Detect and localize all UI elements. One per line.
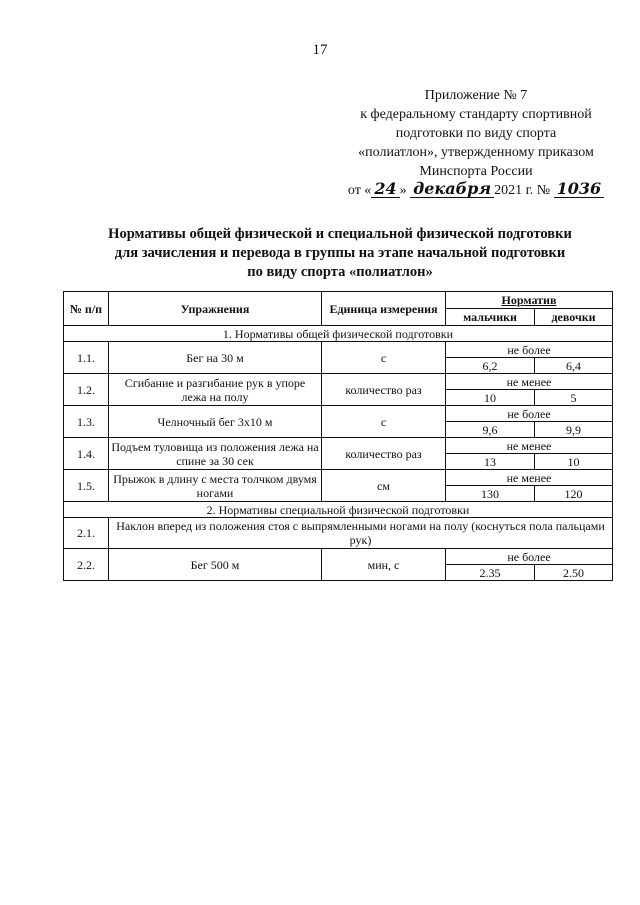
row-unit: количество раз <box>322 438 446 470</box>
table-row <box>64 438 613 454</box>
header-girls: девочки <box>535 309 613 326</box>
appendix-line-1: Приложение № 7 <box>424 88 528 103</box>
row-exercise: Челночный бег 3х10 м <box>109 406 322 438</box>
row-condition: не менее <box>446 438 613 454</box>
table-row <box>64 342 613 358</box>
row-num: 2.1. <box>64 518 109 549</box>
row-exercise: Прыжок в длину с места толчком двумя ногами <box>109 470 322 502</box>
row-unit: см <box>322 470 446 502</box>
appendix-block <box>340 86 612 200</box>
row-girls: 2.50 <box>535 565 613 581</box>
row-num: 1.2. <box>64 374 109 406</box>
appendix-line-5: Минспорта России <box>419 164 533 179</box>
appendix-line-3: подготовки по виду спорта <box>395 126 557 141</box>
row-condition: не более <box>446 406 613 422</box>
table-row <box>64 374 613 390</box>
table-row <box>64 470 613 486</box>
row-boys: 9,6 <box>446 422 535 438</box>
header-num: № п/п <box>64 292 109 326</box>
table-row-wide <box>64 518 613 549</box>
page-number: 17 <box>312 42 328 58</box>
header-exercise: Упражнения <box>109 292 322 326</box>
row-boys: 6,2 <box>446 358 535 374</box>
section-title-1: 1. Нормативы общей физической подготовки <box>64 326 613 342</box>
row-boys: 10 <box>446 390 535 406</box>
row-boys: 130 <box>446 486 535 502</box>
order-line <box>340 181 612 200</box>
header-boys: мальчики <box>446 309 535 326</box>
header-unit: Единица измерения <box>322 292 446 326</box>
title-line-3: по виду спорта «полиатлон» <box>247 264 433 280</box>
row-boys: 2.35 <box>446 565 535 581</box>
order-day-handwritten: 24 <box>371 181 399 198</box>
row-condition: не более <box>446 342 613 358</box>
order-quote-close: » <box>399 183 407 198</box>
section-title-2: 2. Нормативы специальной физической подготовки <box>64 502 613 518</box>
row-condition: не менее <box>446 374 613 390</box>
row-num: 1.1. <box>64 342 109 374</box>
table-row <box>64 406 613 422</box>
order-year: 2021 г. № <box>494 183 551 198</box>
table-row <box>64 549 613 565</box>
row-girls: 5 <box>535 390 613 406</box>
row-girls: 10 <box>535 454 613 470</box>
row-exercise: Сгибание и разгибание рук в упоре лежа на полу <box>109 374 322 406</box>
title-line-1: Нормативы общей физической и специальной физической подготовки <box>108 226 572 242</box>
order-prefix: от « <box>347 183 372 198</box>
row-condition: не менее <box>446 470 613 486</box>
row-exercise: Бег 500 м <box>109 549 322 581</box>
row-girls: 9,9 <box>535 422 613 438</box>
row-num: 1.5. <box>64 470 109 502</box>
appendix-line-2: к федеральному стандарту спортивной <box>360 107 592 122</box>
row-num: 1.3. <box>64 406 109 438</box>
row-wide-text: Наклон вперед из положения стоя с выпрямленными ногами на полу (коснуться пола пальцами рук) <box>109 518 613 549</box>
document-title <box>70 225 610 282</box>
order-month-handwritten: декабря <box>410 181 494 198</box>
appendix-line-4: «полиатлон», утвержденному приказом <box>358 145 594 160</box>
row-condition: не более <box>446 549 613 565</box>
row-unit: количество раз <box>322 374 446 406</box>
order-number-handwritten: 1036 <box>554 181 605 198</box>
norms-table <box>63 291 613 581</box>
row-num: 1.4. <box>64 438 109 470</box>
row-girls: 6,4 <box>535 358 613 374</box>
header-norm: Норматив <box>446 292 613 309</box>
row-unit: с <box>322 342 446 374</box>
row-unit: с <box>322 406 446 438</box>
row-num: 2.2. <box>64 549 109 581</box>
row-unit: мин, с <box>322 549 446 581</box>
title-line-2: для зачисления и перевода в группы на этапе начальной подготовки <box>114 245 566 261</box>
row-exercise: Подъем туловища из положения лежа на спине за 30 сек <box>109 438 322 470</box>
row-girls: 120 <box>535 486 613 502</box>
row-boys: 13 <box>446 454 535 470</box>
row-exercise: Бег на 30 м <box>109 342 322 374</box>
